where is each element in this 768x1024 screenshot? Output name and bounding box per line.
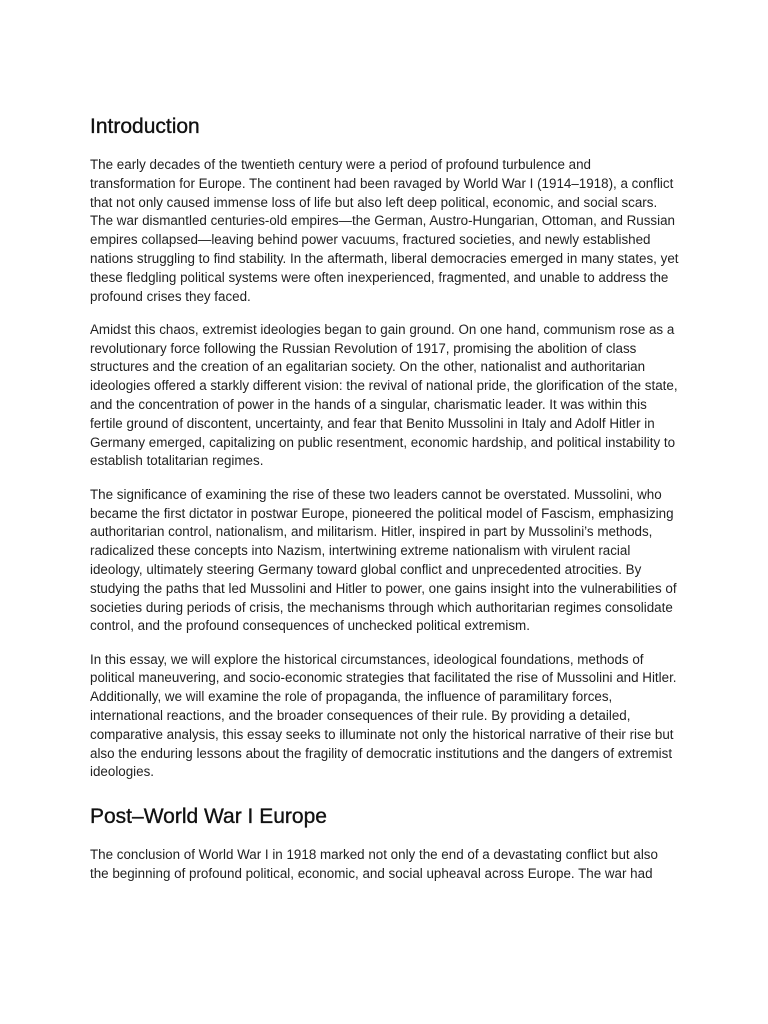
paragraph: In this essay, we will explore the historical circumstances, ideological foundations, methods of political maneuvering, and socio-economic strategies that facilitated the rise of Mussolini and Hitler. Additionally, we will examine the role of propaganda, the influence of paramilitary forces, international reactions, and the broader consequences of their rule. By providing a detailed, comparative analysis, this essay seeks to illuminate not only the historical narrative of their rise but also the enduring lessons about the fragility of democratic institutions and the dangers of extremist ideologies. [90, 651, 677, 780]
paragraph: The early decades of the twentieth century were a period of profound turbulence and transformation for Europe. The continent had been ravaged by World War I (1914–1918), a conflict that not only caused immense loss of life but also left deep political, economic, and social scars. The war dismantled centuries-old empires—the German, Austro-Hungarian, Ottoman, and Russian empires collapsed—leaving behind power vacuums, fractured societies, and newly established nations struggling to find stability. In the aftermath, liberal democracies emerged in many states, yet these fledgling political systems were often inexperienced, fragmented, and unable to address the profound crises they faced. [90, 157, 679, 304]
paragraph: The significance of examining the rise of these two leaders cannot be overstated. Mussolini, who became the first dictator in postwar Europe, pioneered the political model of Fascism, emphasizing authoritarian control, nationalism, and militarism. Hitler, inspired in part by Mussolini’s methods, radicalized these concepts into Nazism, intertwining extreme nationalism with virulent racial ideology, ultimately steering Germany toward global conflict and unprecedented atrocities. By studying the paths that led Mussolini and Hitler to power, one gains insight into the vulnerabilities of societies during periods of crisis, the mechanisms through which authoritarian regimes consolidate control, and the profound consequences of unchecked political extremism. [90, 486, 677, 634]
section-heading-post-wwi-europe: Post–World War I Europe [90, 805, 327, 829]
document-page [90, 112, 680, 898]
paragraph: Amidst this chaos, extremist ideologies began to gain ground. On one hand, communism rose as a revolutionary force following the Russian Revolution of 1917, promising the abolition of class structures and the creation of an egalitarian society. On the other, nationalist and authoritarian ideologies offered a starkly different vision: the revival of national pride, the glorification of the state, and the concentration of power in the hands of a singular, charismatic leader. It was within this fertile ground of discontent, uncertainty, and fear that Benito Mussolini in Italy and Adolf Hitler in Germany emerged, capitalizing on public resentment, economic hardship, and political instability to establish totalitarian regimes. [90, 321, 678, 469]
paragraph: The conclusion of World War I in 1918 marked not only the end of a devastating conflict but also the beginning of profound political, economic, and social upheaval across Europe. The war had [90, 847, 658, 881]
section-heading-introduction: Introduction [90, 115, 200, 138]
